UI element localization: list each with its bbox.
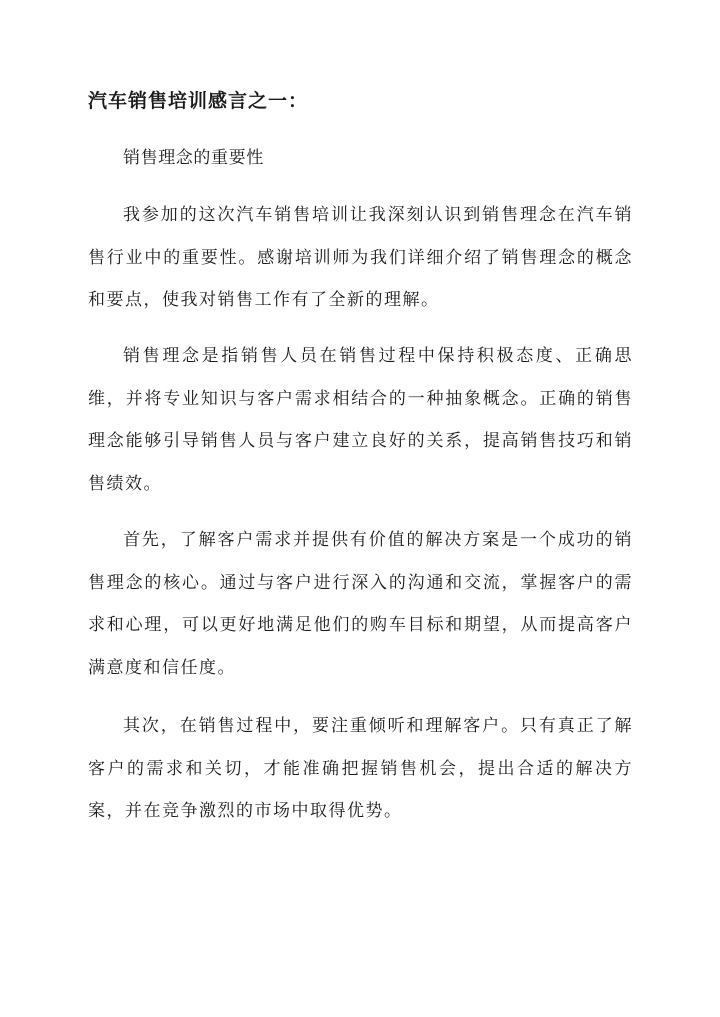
paragraph-3: 首先，了解客户需求并提供有价值的解决方案是一个成功的销售理念的核心。通过与客户进行深入的沟通和交流，掌握客户的需求和心理，可以更好地满足他们的购车目标和期望，从而提高客户满意度和信任度。 xyxy=(88,530,633,678)
paragraph-4: 其次，在销售过程中，要注重倾听和理解客户。只有真正了解客户的需求和关切，才能准确把握销售机会，提出合适的解决方案，并在竞争激烈的市场中取得优势。 xyxy=(88,716,633,821)
document-title: 汽车销售培训感言之一： xyxy=(88,90,309,112)
paragraph-2: 销售理念是指销售人员在销售过程中保持积极态度、正确思维，并将专业知识与客户需求相结合的一种抽象概念。正确的销售理念能够引导销售人员与客户建立良好的关系，提高销售技巧和销售绩效。 xyxy=(88,346,633,494)
section-subtitle: 销售理念的重要性 xyxy=(123,148,264,168)
paragraph-1: 我参加的这次汽车销售培训让我深刻认识到销售理念在汽车销售行业中的重要性。感谢培训师为我们详细介绍了销售理念的概念和要点，使我对销售工作有了全新的理解。 xyxy=(88,205,633,310)
